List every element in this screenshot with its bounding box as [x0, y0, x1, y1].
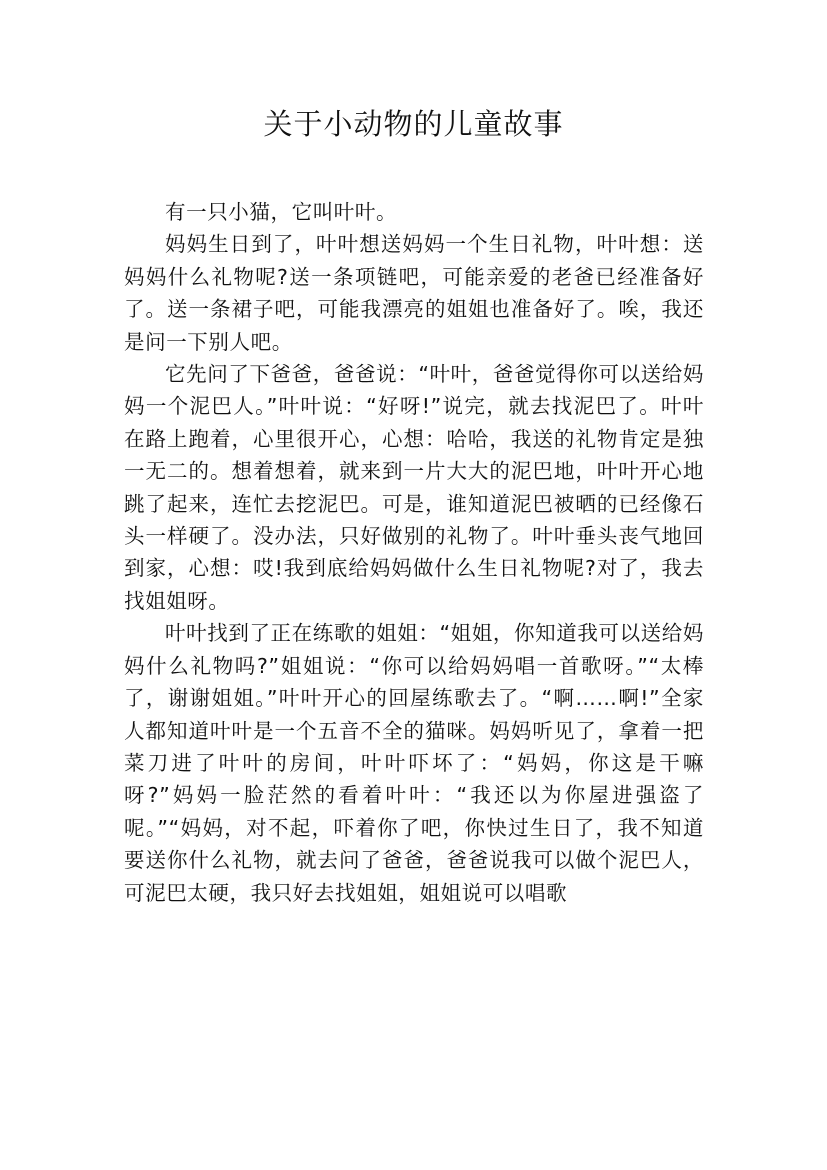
story-body [124, 196, 704, 909]
paragraph-4: 叶叶找到了正在练歌的姐姐：“姐姐，你知道我可以送给妈妈什么礼物吗?”姐姐说：“你可以给妈妈唱一首歌呀。”“太棒了，谢谢姐姐。”叶叶开心的回屋练歌去了。“啊……啊!”全家人都知道叶叶是一个五音不全的猫咪。妈妈听见了，拿着一把菜刀进了叶叶的房间，叶叶吓坏了：“妈妈，你这是干嘛呀?”妈妈一脸茫然的看着叶叶：“我还以为你屋进强盗了呢。”“妈妈，对不起，吓着你了吧，你快过生日了，我不知道要送你什么礼物，就去问了爸爸，爸爸说我可以做个泥巴人，可泥巴太硬，我只好去找姐姐，姐姐说可以唱歌 [124, 621, 704, 905]
paragraph-2: 妈妈生日到了，叶叶想送妈妈一个生日礼物，叶叶想：送妈妈什么礼物呢?送一条项链吧，可能亲爱的老爸已经准备好了。送一条裙子吧，可能我漂亮的姐姐也准备好了。唉，我还是问一下别人吧。 [124, 232, 704, 354]
paragraph-3: 它先问了下爸爸，爸爸说：“叶叶，爸爸觉得你可以送给妈妈一个泥巴人。”叶叶说：“好呀!”说完，就去找泥巴了。叶叶在路上跑着，心里很开心，心想：哈哈，我送的礼物肯定是独一无二的。想着想着，就来到一片大大的泥巴地，叶叶开心地跳了起来，连忙去挖泥巴。可是，谁知道泥巴被晒的已经像石头一样硬了。没办法，只好做别的礼物了。叶叶垂头丧气地回到家，心想：哎!我到底给妈妈做什么生日礼物呢?对了，我去找姐姐呀。 [124, 362, 704, 613]
paragraph-1: 有一只小猫，它叫叶叶。 [165, 200, 398, 224]
document-title: 关于小动物的儿童故事 [263, 107, 564, 141]
